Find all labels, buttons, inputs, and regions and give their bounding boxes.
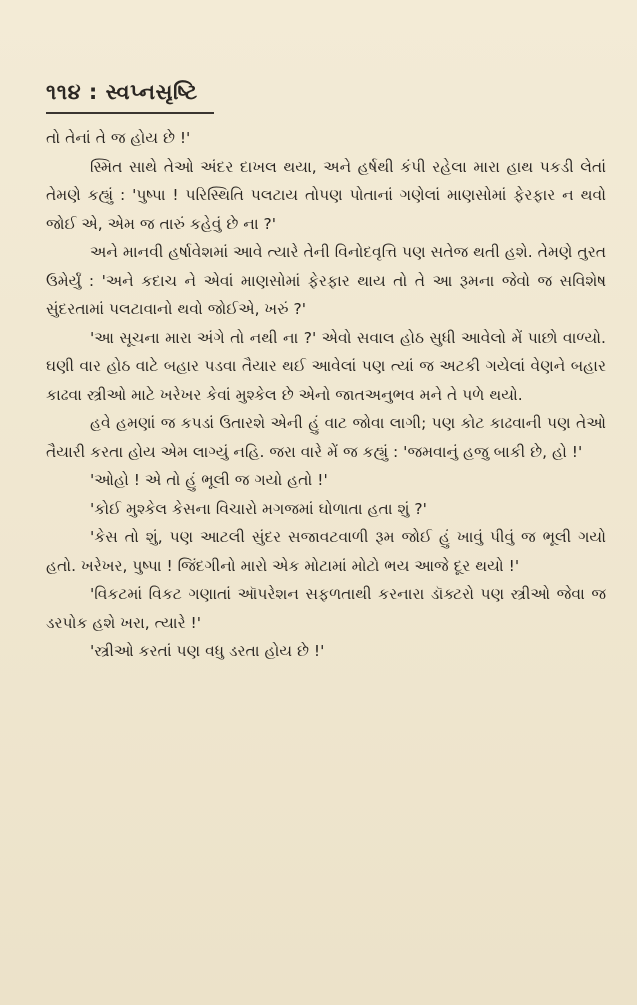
- paragraph: 'સ્ત્રીઓ કરતાં પણ વધુ ડરતા હોય છે !': [90, 642, 325, 660]
- paragraph: 'કેસ તો શું, પણ આટલી સુંદર સજાવટવાળી રૂમ જોઈ હું ખાવું પીવું જ ભૂલી ગયો હતો. ખરેખર, પુષ્પા ! જિંદગીનો મારો એક મોટામાં મોટો ભય આજે દૂર થયો !': [46, 528, 606, 575]
- paragraph: સ્મિત સાથે તેઓ અંદર દાખલ થયા, અને હર્ષથી કંપી રહેલા મારા હાથ પકડી લેતાં તેમણે કહ્યું : 'પુષ્પા ! પરિસ્થિતિ પલટાય તોપણ પોતાનાં ગણેલાં માણસોમાં ફેરફાર ન થવો જોઈ એ, એમ જ તારું કહેવું છે ના ?': [46, 157, 606, 233]
- paragraph: હવે હમણાં જ કપડાં ઉતારશે એની હું વાટ જોવા લાગી; પણ કોટ કાઢવાની પણ તેઓ તૈયારી કરતા હોય એમ લાગ્યું નહિ. જરા વારે મેં જ કહ્યું : 'જમવાનું હજુ બાકી છે, હો !': [46, 414, 606, 461]
- running-header: [46, 80, 198, 105]
- page-body: [46, 124, 606, 666]
- header-rule: [46, 112, 214, 114]
- book-title: સ્વપ્નસૃષ્ટિ: [105, 80, 198, 104]
- paragraph: તો તેનાં તે જ હોય છે !': [46, 129, 191, 147]
- paragraph: અને માનવી હર્ષાવેશમાં આવે ત્યારે તેની વિનોદવૃત્તિ પણ સતેજ થતી હશે. તેમણે તુરત ઉમેર્યું : 'અને કદાચ ને એવાં માણસોમાં ફેરફાર થાય તો તે આ રૂમના જેવો જ સવિશેષ સુંદરતામાં પલટાવાનો થવો જોઈએ, ખરું ?': [46, 243, 606, 318]
- paragraph: 'કોઈ મુશ્કેલ કેસના વિચારો મગજમાં ઘોળાતા હતા શું ?': [90, 499, 427, 518]
- paragraph: 'આ સૂચના મારા અંગે તો નથી ના ?' એવો સવાલ હોઠ સુધી આવેલો મેં પાછો વાળ્યો. ઘણી વાર હોઠ વાટે બહાર પડવા તૈયાર થઈ આવેલાં પણ ત્યાં જ અટકી ગયેલાં વેણને બહાર કાઢવા સ્ત્રીઓ માટે ખરેખર કેવાં મુશ્કેલ છે એનો જાતઅનુભવ મને તે પળે થયો.: [46, 328, 606, 404]
- header-separator: :: [88, 80, 98, 104]
- paragraph: 'ઓહો ! એ તો હું ભૂલી જ ગયો હતો !': [90, 471, 328, 489]
- page-number: ૧૧૪: [46, 80, 82, 104]
- paragraph: 'વિકટમાં વિકટ ગણાતાં ઑપરેશન સફળતાથી કરનારા ડૉક્ટરો પણ સ્ત્રીઓ જેવા જ ડરપોક હશે ખરા, ત્યારે !': [46, 585, 606, 632]
